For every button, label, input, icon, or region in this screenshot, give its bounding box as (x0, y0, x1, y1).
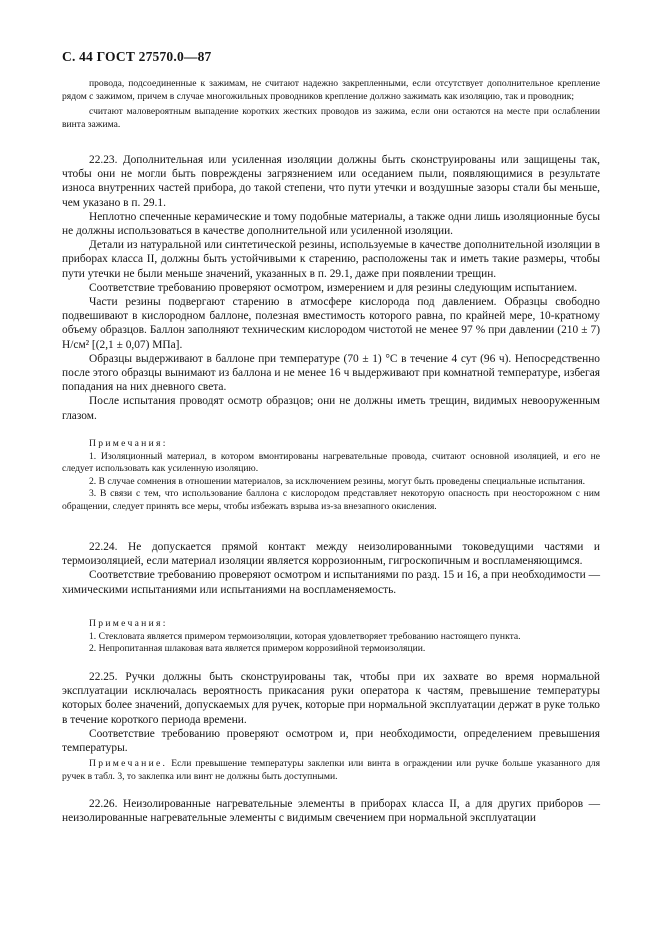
continuation-block (62, 78, 600, 131)
paragraph: Образцы выдерживают в баллоне при температуре (70 ± 1) °С в течение 4 сут (96 ч). Непосредственно после этого образцы вынимают из баллона и не менее 16 ч выдерживают при комнатной температуре, избегая попадания на них дневного света. (62, 352, 600, 394)
notes-title: Примечания: (89, 438, 168, 449)
section-22-25 (62, 670, 600, 755)
note-item: 2. Непропитанная шлаковая вата является примером коррозийной термоизоляции. (89, 643, 426, 655)
section-22-23 (62, 153, 600, 423)
paragraph: Соответствие требованию проверяют осмотром, измерением и для резины следующим испытанием. (89, 281, 578, 294)
notes-title: Примечания: (89, 618, 168, 629)
notes-block-2 (62, 618, 600, 656)
paragraph: После испытания проводят осмотр образцов; они не должны иметь трещин, видимых невооруженным глазом. (62, 395, 600, 422)
note-label: Примечание. (89, 758, 168, 769)
notes-block-1 (62, 438, 600, 514)
paragraph: Неплотно спеченные керамические и тому подобные материалы, а также одни лишь изоляционные бусы не должны использоваться в качестве дополнительной или усиленной изоляции. (62, 210, 600, 238)
note-text: Если превышение температуры заклепки или винта в ограждении или ручке больше указанного для ручек в табл. 3, то заклепка или винт не должны быть доступными. (62, 758, 600, 782)
paragraph: 22.26. Неизолированные нагревательные элементы в приборах класса II, а для других приборов — неизолированные нагревательные элементы с видимым свечением при нормальной эксплуатации (62, 798, 600, 825)
note-item: 3. В связи с тем, что использование баллона с кислородом представляет некоторую опасность при неосторожном с ним обращении, следует принять все меры, чтобы избежать взрыва из-за внезапного окисления. (62, 488, 600, 512)
paragraph: 22.25. Ручки должны быть сконструированы так, чтобы при их захвате во время нормальной эксплуатации исключалась вероятность прикасания руки оператора к частям, превышение температуры которых более значений, допускаемых для ручек, которые при нормальной эксплуатации держат в руке только в течение короткого периода времени. (62, 671, 600, 726)
paragraph: Детали из натуральной или синтетической резины, используемые в качестве дополнительной изоляции в приборах класса II, должны быть устойчивыми к старению, расположены так и иметь такие размеры, чтобы пути утечки не были меньше значений, указанных в п. 29.1, даже при появлении трещин. (62, 239, 600, 280)
paragraph: Части резины подвергают старению в атмосфере кислорода под давлением. Образцы свободно подвешивают в кислородном баллоне, полезная вместимость которого равна, по крайней мере, 10-кратному объему образцов. Баллон заполняют техническим кислородом чистотой не менее 97 % при давлении (210 ± 7) Н/см² [(2,1 ± 0,07) МПа]. (62, 296, 600, 351)
section-22-24 (62, 540, 600, 597)
paragraph: Соответствие требованию проверяют осмотром и, при необходимости, определением превышения температуры. (62, 727, 600, 755)
paragraph: 22.23. Дополнительная или усиленная изоляции должны быть сконструированы или защищены так, чтобы они не могли быть повреждены загрязнением или оседанием пыли, появляющимися в результате износа внутренних частей прибора, до такой степени, что пути утечки и воздушные зазоры стали бы меньше, чем указано в п. 29.1. (62, 154, 600, 209)
note-item: 1. Изоляционный материал, в котором вмонтированы нагревательные провода, считают основной изоляцией, и его не следует использовать как усиленную изоляцию. (62, 450, 600, 475)
paragraph: провода, подсоединенные к зажимам, не считают надежно закрепленными, если отсутствует дополнительное крепление рядом с зажимом, причем в случае многожильных проводников крепление должно зажимать как изоляцию, так и проводник; (62, 78, 600, 102)
section-22-26 (62, 797, 600, 825)
paragraph: Соответствие требованию проверяют осмотром и испытаниями по разд. 15 и 16, а при необходимости — химическими испытаниями или испытаниями на воспламеняемость. (62, 569, 600, 596)
paragraph: считают маловероятным выпадение коротких жестких проводов из зажима, если они остаются на месте при ослаблении винта зажима. (62, 106, 600, 130)
note-block-3 (62, 758, 600, 783)
note-item: 2. В случае сомнения в отношении материалов, за исключением резины, могут быть проведены специальные испытания. (89, 475, 586, 487)
note-item (62, 758, 600, 783)
note-item: 1. Стекловата является примером термоизоляции, которая удовлетворяет требованию настоящего пункта. (89, 630, 521, 642)
paragraph: 22.24. Не допускается прямой контакт между неизолированными токоведущими частями и термоизоляцией, если материал изоляции является коррозионным, гигроскопичным и воспламеняющимся. (62, 541, 600, 568)
page-header: С. 44 ГОСТ 27570.0—87 (62, 49, 212, 64)
